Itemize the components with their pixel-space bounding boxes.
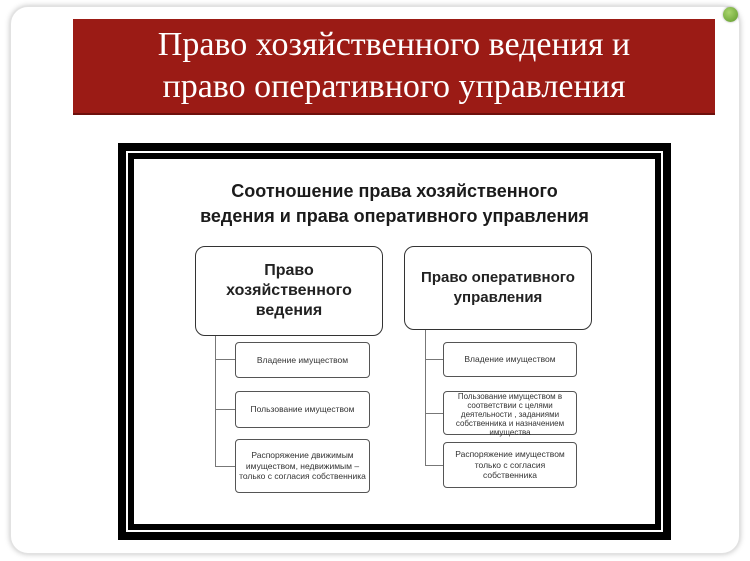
- right-connector-3: [425, 465, 443, 466]
- diagram-canvas: [134, 159, 655, 524]
- right-item-ownership: Владение имуществом: [443, 342, 577, 377]
- right-connector-2: [425, 413, 443, 414]
- left-item-disposal: Распоряжение движимым имуществом, недвижимым – только с согласия собственника: [235, 439, 370, 493]
- left-connector-3: [215, 466, 235, 467]
- diagram-figure: [118, 143, 671, 540]
- right-item-use: Пользование имуществом в соответствии с целями деятельности , заданиями собственника и назначением имущества: [443, 391, 577, 435]
- left-connector-1: [215, 359, 235, 360]
- slide-bullet-icon: [723, 7, 738, 22]
- title-banner: [73, 19, 715, 115]
- right-connector-vertical: [425, 330, 426, 465]
- left-connector-vertical: [215, 336, 216, 466]
- right-connector-1: [425, 359, 443, 360]
- left-connector-2: [215, 409, 235, 410]
- left-item-use: Пользование имуществом: [235, 391, 370, 428]
- right-heading-box: Право оперативного управления: [404, 246, 592, 330]
- slide-title: Право хозяйственного ведения и право оперативного управления: [157, 26, 631, 105]
- left-heading-box: Право хозяйственного ведения: [195, 246, 383, 336]
- left-item-ownership: Владение имуществом: [235, 342, 370, 378]
- right-item-disposal: Распоряжение имуществом только с согласия собственника: [443, 442, 577, 488]
- diagram-title: Соотношение права хозяйственного ведения и права оперативного управления: [200, 181, 589, 226]
